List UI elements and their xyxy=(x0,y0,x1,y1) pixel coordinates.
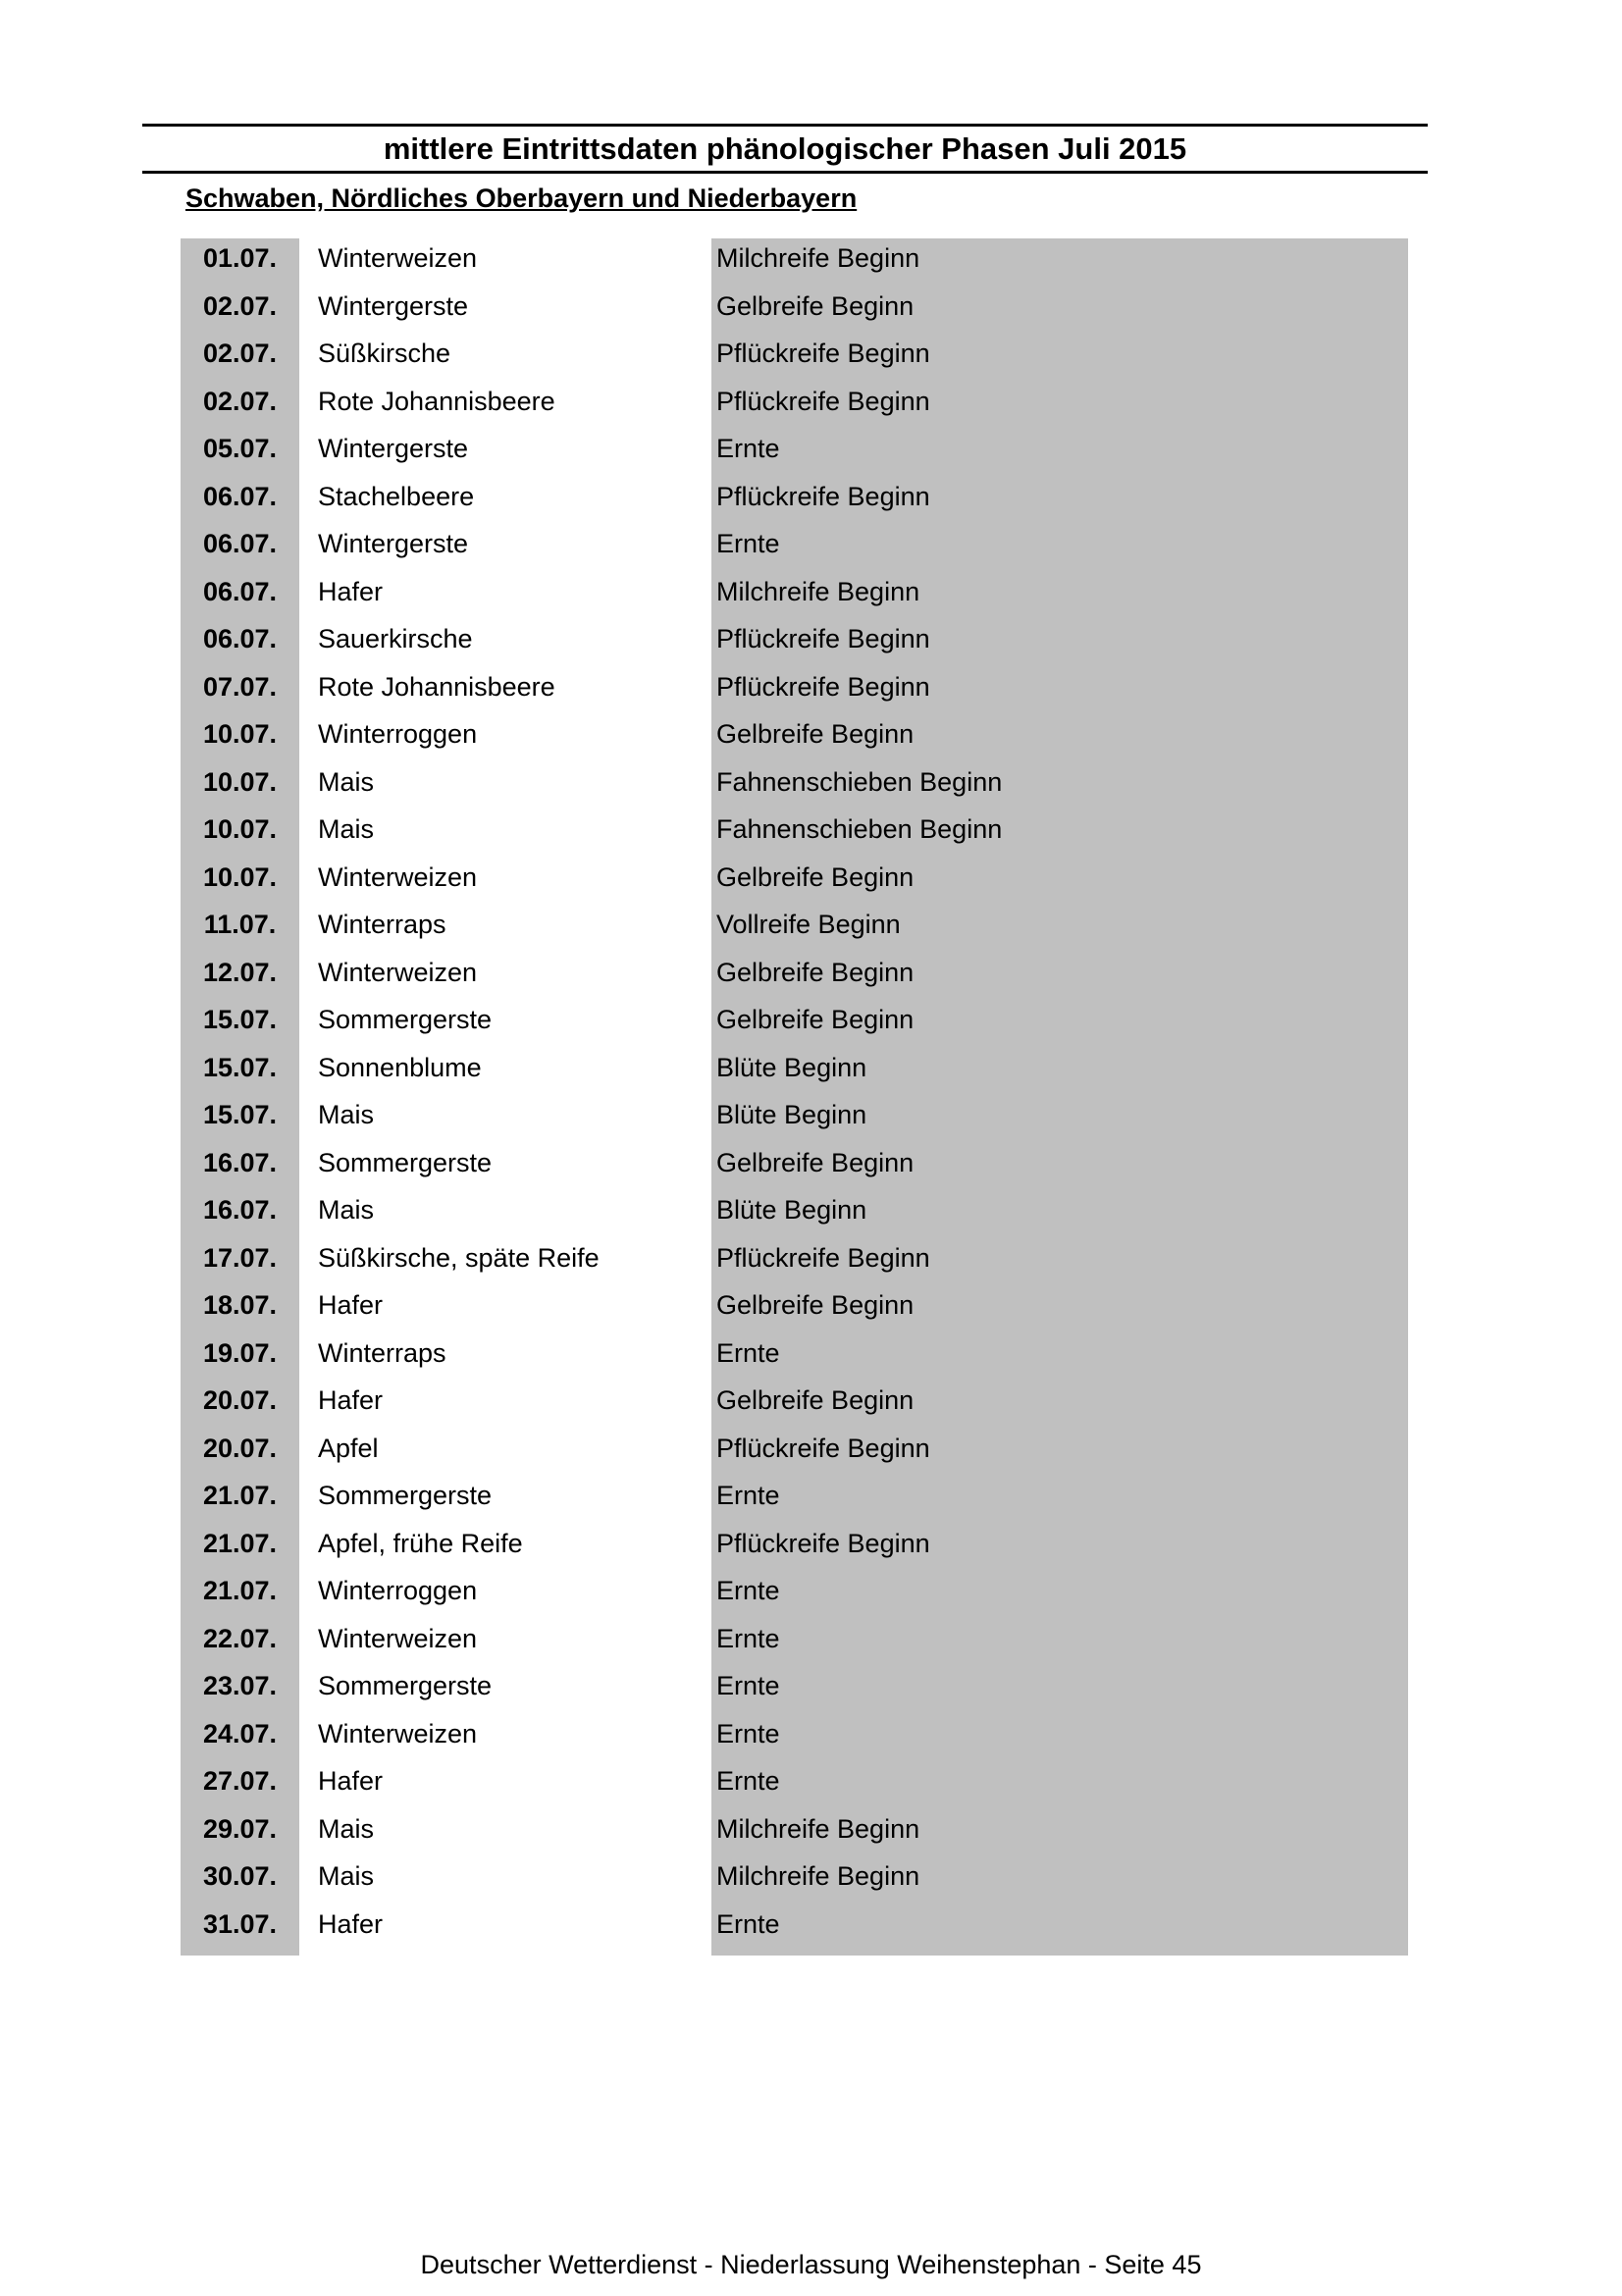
plant-cell: Hafer xyxy=(318,1290,384,1320)
date-cell: 21.07. xyxy=(202,1481,278,1510)
plant-cell: Hafer xyxy=(318,576,384,606)
phase-cell: Ernte xyxy=(716,1718,780,1748)
phase-cell: Ernte xyxy=(716,1766,780,1796)
phase-cell: Ernte xyxy=(716,1671,780,1700)
plant-cell: Wintergerste xyxy=(318,434,469,463)
phase-cell: Blüte Beginn xyxy=(716,1195,867,1225)
date-cell: 31.07. xyxy=(202,1908,278,1939)
table-row xyxy=(181,1288,1408,1336)
table-row xyxy=(181,527,1408,575)
phase-cell: Gelbreife Beginn xyxy=(716,957,915,987)
table-row xyxy=(181,575,1408,623)
phase-cell: Ernte xyxy=(716,529,780,558)
phase-cell: Ernte xyxy=(716,1481,780,1510)
phase-cell: Milchreife Beginn xyxy=(716,1861,920,1891)
table-row xyxy=(181,1432,1408,1480)
phase-cell: Milchreife Beginn xyxy=(716,243,920,273)
date-cell: 10.07. xyxy=(202,766,278,797)
plant-cell: Sommergerste xyxy=(318,1147,493,1177)
plant-cell: Süßkirsche, späte Reife xyxy=(318,1242,600,1273)
date-cell: 22.07. xyxy=(202,1623,278,1653)
phenology-table xyxy=(181,241,1408,1955)
table-row xyxy=(181,1051,1408,1099)
phase-cell: Pflückreife Beginn xyxy=(716,1528,930,1558)
table-row xyxy=(181,337,1408,385)
date-cell: 12.07. xyxy=(202,957,278,987)
phase-cell: Fahnenschieben Beginn xyxy=(716,766,1003,797)
date-cell: 30.07. xyxy=(202,1861,278,1891)
plant-cell: Sauerkirsche xyxy=(318,624,473,653)
table-row xyxy=(181,385,1408,433)
plant-cell: Winterraps xyxy=(318,1337,446,1368)
table-row xyxy=(181,670,1408,718)
plant-cell: Mais xyxy=(318,766,375,797)
page-title: mittlere Eintrittsdaten phänologischer Phasen Juli 2015 xyxy=(383,131,1187,166)
date-cell: 01.07. xyxy=(202,243,278,273)
date-cell: 02.07. xyxy=(202,290,278,321)
region-subtitle: Schwaben, Nördliches Oberbayern und Niederbayern xyxy=(185,183,858,213)
plant-cell: Süßkirsche xyxy=(318,339,451,368)
plant-cell: Apfel xyxy=(318,1433,379,1463)
date-cell: 10.07. xyxy=(202,719,278,749)
plant-cell: Wintergerste xyxy=(318,529,469,558)
plant-cell: Winterweizen xyxy=(318,1623,478,1653)
phase-cell: Pflückreife Beginn xyxy=(716,339,930,368)
date-cell: 06.07. xyxy=(202,576,278,606)
phase-cell: Ernte xyxy=(716,1623,780,1653)
table-row xyxy=(181,908,1408,956)
plant-cell: Mais xyxy=(318,814,375,844)
plant-cell: Sommergerste xyxy=(318,1005,493,1034)
plant-cell: Mais xyxy=(318,1813,375,1844)
phase-cell: Gelbreife Beginn xyxy=(716,1290,915,1320)
plant-cell: Apfel, frühe Reife xyxy=(318,1528,523,1558)
table-row xyxy=(181,1098,1408,1146)
plant-cell: Sommergerste xyxy=(318,1671,493,1700)
table-row xyxy=(181,1907,1408,1956)
phase-cell: Gelbreife Beginn xyxy=(716,1385,915,1415)
phase-cell: Blüte Beginn xyxy=(716,1052,867,1082)
page-footer: Deutscher Wetterdienst - Niederlassung Weihenstephan - Seite 45 xyxy=(420,2250,1202,2279)
table-row xyxy=(181,1859,1408,1907)
plant-cell: Mais xyxy=(318,1100,375,1129)
phase-cell: Milchreife Beginn xyxy=(716,576,920,606)
date-cell: 10.07. xyxy=(202,814,278,844)
date-cell: 20.07. xyxy=(202,1385,278,1415)
plant-cell: Winterroggen xyxy=(318,719,478,749)
plant-cell: Wintergerste xyxy=(318,290,469,321)
plant-cell: Rote Johannisbeere xyxy=(318,386,555,416)
date-cell: 18.07. xyxy=(202,1290,278,1320)
date-cell: 10.07. xyxy=(202,861,278,892)
date-cell: 20.07. xyxy=(202,1433,278,1463)
table-row xyxy=(181,1479,1408,1527)
phase-cell: Milchreife Beginn xyxy=(716,1813,920,1844)
phase-cell: Fahnenschieben Beginn xyxy=(716,814,1003,844)
table-row xyxy=(181,1717,1408,1765)
table-row xyxy=(181,1812,1408,1860)
table-row xyxy=(181,1622,1408,1670)
table-row xyxy=(181,956,1408,1004)
plant-cell: Winterweizen xyxy=(318,861,478,892)
phase-cell: Pflückreife Beginn xyxy=(716,1242,930,1273)
table-row xyxy=(181,1383,1408,1432)
table-row xyxy=(181,1336,1408,1384)
date-cell: 24.07. xyxy=(202,1718,278,1748)
date-cell: 29.07. xyxy=(202,1813,278,1844)
plant-cell: Winterroggen xyxy=(318,1576,478,1605)
plant-cell: Sonnenblume xyxy=(318,1052,482,1082)
phase-cell: Ernte xyxy=(716,434,780,463)
table-row xyxy=(181,812,1408,861)
date-cell: 02.07. xyxy=(202,386,278,416)
date-cell: 16.07. xyxy=(202,1195,278,1225)
table-row xyxy=(181,1146,1408,1194)
table-row xyxy=(181,432,1408,480)
phase-cell: Ernte xyxy=(716,1908,780,1939)
phase-cell: Ernte xyxy=(716,1337,780,1368)
plant-cell: Winterweizen xyxy=(318,1718,478,1748)
date-cell: 23.07. xyxy=(202,1671,278,1700)
phase-cell: Pflückreife Beginn xyxy=(716,481,930,511)
phase-cell: Vollreife Beginn xyxy=(716,910,901,939)
phase-cell: Pflückreife Beginn xyxy=(716,1433,930,1463)
table-row xyxy=(181,1193,1408,1241)
table-row xyxy=(181,622,1408,670)
date-cell: 02.07. xyxy=(202,339,278,368)
date-cell: 06.07. xyxy=(202,624,278,653)
table-row xyxy=(181,1527,1408,1575)
plant-cell: Winterraps xyxy=(318,910,446,939)
plant-cell: Hafer xyxy=(318,1385,384,1415)
date-cell: 07.07. xyxy=(202,671,278,702)
date-cell: 27.07. xyxy=(202,1766,278,1796)
plant-cell: Hafer xyxy=(318,1766,384,1796)
table-row xyxy=(181,289,1408,338)
phase-cell: Gelbreife Beginn xyxy=(716,1147,915,1177)
plant-cell: Mais xyxy=(318,1861,375,1891)
title-rule-bottom xyxy=(142,171,1428,174)
plant-cell: Hafer xyxy=(318,1908,384,1939)
phase-cell: Gelbreife Beginn xyxy=(716,719,915,749)
table-row xyxy=(181,717,1408,765)
table-row xyxy=(181,1669,1408,1717)
table-row xyxy=(181,1574,1408,1622)
date-cell: 17.07. xyxy=(202,1242,278,1273)
date-cell: 15.07. xyxy=(202,1100,278,1129)
phase-cell: Blüte Beginn xyxy=(716,1100,867,1129)
date-cell: 21.07. xyxy=(202,1576,278,1605)
table-row xyxy=(181,765,1408,813)
date-cell: 15.07. xyxy=(202,1052,278,1082)
phase-cell: Pflückreife Beginn xyxy=(716,624,930,653)
phase-cell: Pflückreife Beginn xyxy=(716,386,930,416)
table-row xyxy=(181,241,1408,289)
plant-cell: Rote Johannisbeere xyxy=(318,671,555,702)
plant-cell: Sommergerste xyxy=(318,1481,493,1510)
phase-cell: Ernte xyxy=(716,1576,780,1605)
phase-cell: Gelbreife Beginn xyxy=(716,290,915,321)
plant-cell: Mais xyxy=(318,1195,375,1225)
table-row xyxy=(181,861,1408,909)
date-cell: 15.07. xyxy=(202,1005,278,1034)
phase-cell: Gelbreife Beginn xyxy=(716,1005,915,1034)
date-cell: 19.07. xyxy=(202,1337,278,1368)
plant-cell: Stachelbeere xyxy=(318,481,475,511)
table-row xyxy=(181,1003,1408,1051)
date-cell: 05.07. xyxy=(202,434,278,463)
date-cell: 11.07. xyxy=(203,910,277,939)
date-cell: 21.07. xyxy=(202,1528,278,1558)
date-cell: 06.07. xyxy=(202,529,278,558)
plant-cell: Winterweizen xyxy=(318,957,478,987)
plant-cell: Winterweizen xyxy=(318,243,478,273)
table-row xyxy=(181,1764,1408,1812)
phase-cell: Gelbreife Beginn xyxy=(716,861,915,892)
date-cell: 06.07. xyxy=(202,481,278,511)
table-row xyxy=(181,1241,1408,1289)
date-cell: 16.07. xyxy=(202,1147,278,1177)
title-rule-top xyxy=(142,124,1428,127)
table-row xyxy=(181,480,1408,528)
phase-cell: Pflückreife Beginn xyxy=(716,671,930,702)
